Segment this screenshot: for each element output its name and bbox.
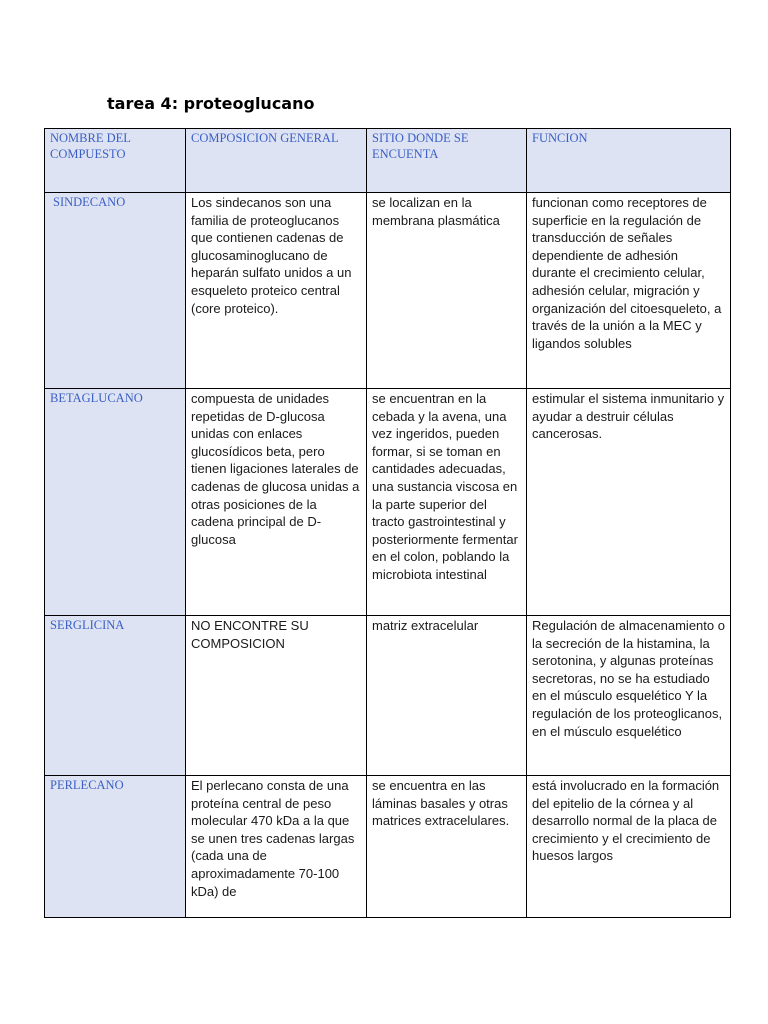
table-row xyxy=(45,193,731,389)
compound-name-cell xyxy=(45,389,186,616)
composition-cell xyxy=(186,193,367,389)
location-text: se encuentran en la cebada y la avena, una vez ingeridos, pueden formar, si se toman en cantidades adecuadas, una sustancia viscosa en la parte superior del tracto gastrointestinal y posteriormente fermentar en el colon, poblando la microbiota intestinal xyxy=(372,391,518,582)
function-cell xyxy=(527,616,731,776)
function-cell xyxy=(527,389,731,616)
location-cell xyxy=(367,776,527,918)
header-nombre: NOMBRE DEL COMPUESTO xyxy=(45,129,186,193)
location-text: se encuentra en las láminas basales y otras matrices extracelulares. xyxy=(372,778,510,829)
function-text: está involucrado en la formación del epitelio de la córnea y al desarrollo normal de la placa de crecimiento y el crecimiento de huesos largos xyxy=(532,778,720,864)
compound-name: SINDECANO xyxy=(53,195,126,209)
composition-cell xyxy=(186,776,367,918)
location-cell xyxy=(367,389,527,616)
compound-name: BETAGLUCANO xyxy=(50,391,143,405)
table-header-row xyxy=(45,129,731,193)
compound-name: PERLECANO xyxy=(50,778,124,792)
function-text: Regulación de almacenamiento o la secreción de la histamina, la serotonina, y algunas proteínas secretoras, no se ha estudiado en el músculo esquelético Y la regulación de los proteoglicanos, en el músculo esquelético xyxy=(532,618,725,739)
table-row xyxy=(45,616,731,776)
table-row xyxy=(45,389,731,616)
compound-name-cell xyxy=(45,616,186,776)
table-row xyxy=(45,776,731,918)
header-composicion: COMPOSICION GENERAL xyxy=(186,129,367,193)
location-text: se localizan en la membrana plasmática xyxy=(372,195,500,228)
function-cell xyxy=(527,776,731,918)
location-cell xyxy=(367,193,527,389)
function-text: funcionan como receptores de superficie en la regulación de transducción de señales dependiente de adhesión durante el crecimiento celular, adhesión celular, migración y organización del citoesqueleto, a través de la unión a la MEC y ligandos solubles xyxy=(532,195,722,351)
page-title: tarea 4: proteoglucano xyxy=(107,94,315,113)
compound-name-cell xyxy=(45,776,186,918)
composition-text: NO ENCONTRE SU COMPOSICION xyxy=(191,618,309,651)
function-cell xyxy=(527,193,731,389)
composition-text: compuesta de unidades repetidas de D-glucosa unidas con enlaces glucosídicos beta, pero tienen ligaciones laterales de cadenas de glucosa unidas a otras posiciones de la cadena principal de D-glucosa xyxy=(191,391,360,547)
location-cell xyxy=(367,616,527,776)
header-funcion: FUNCION xyxy=(527,129,731,193)
compounds-table xyxy=(44,128,731,918)
composition-cell xyxy=(186,389,367,616)
location-text: matriz extracelular xyxy=(372,618,479,633)
header-sitio: SITIO DONDE SE ENCUENTA xyxy=(367,129,527,193)
composition-cell xyxy=(186,616,367,776)
function-text: estimular el sistema inmunitario y ayudar a destruir células cancerosas. xyxy=(532,391,725,442)
compound-name-cell xyxy=(45,193,186,389)
composition-text: Los sindecanos son una familia de proteoglucanos que contienen cadenas de glucosaminoglucano de heparán sulfato unidos a un esqueleto proteico central (core proteico). xyxy=(191,195,352,316)
compound-name: SERGLICINA xyxy=(50,618,125,632)
composition-text: El perlecano consta de una proteína central de peso molecular 470 kDa a la que se unen tres cadenas largas (cada una de aproximadamente 70-100 kDa) de xyxy=(191,778,355,899)
